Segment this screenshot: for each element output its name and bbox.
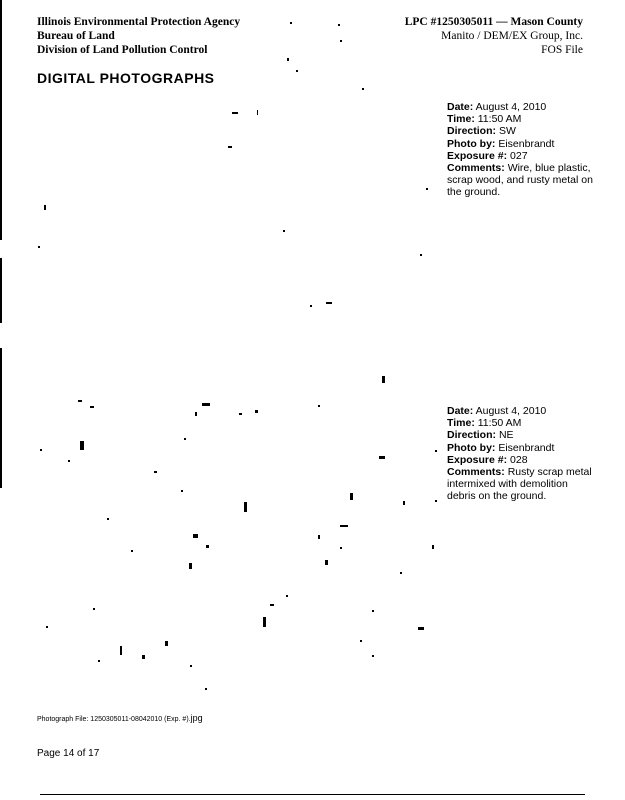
bureau-name: Bureau of Land — [37, 30, 115, 42]
photo-time: Time: 11:50 AM — [447, 417, 522, 430]
photo-comments: Comments: Rusty scrap metal intermixed with demolition debris on the ground. — [447, 466, 592, 503]
page-title: DIGITAL PHOTOGRAPHS — [37, 70, 215, 86]
division-name: Division of Land Pollution Control — [37, 44, 208, 56]
photo-direction: Direction: NE — [447, 429, 514, 442]
file-type: FOS File — [541, 44, 583, 56]
agency-name: Illinois Environmental Protection Agency — [37, 16, 241, 28]
photo-date: Date: August 4, 2010 — [447, 405, 547, 417]
photo-comments: Comments: Wire, blue plastic, scrap wood, and rusty metal on the ground. — [447, 162, 593, 199]
photo-by: Photo by: Eisenbrandt — [447, 441, 555, 454]
photo-by: Photo by: Eisenbrandt — [447, 137, 555, 150]
photo-direction: Direction: SW — [447, 125, 516, 138]
photo-date: Date: August 4, 2010 — [447, 101, 547, 113]
site-name: Manito / DEM/EX Group, Inc. — [441, 30, 583, 42]
photograph-file-name: Photograph File: 1250305011-08042010 (Exp. #).jpg — [37, 713, 203, 723]
photo-exposure: Exposure #: 028 — [447, 453, 528, 466]
photo-exposure: Exposure #: 027 — [447, 149, 528, 162]
lpc-number: LPC #1250305011 — Mason County — [404, 16, 583, 28]
photo-time: Time: 11:50 AM — [447, 113, 522, 126]
page-number: Page 14 of 17 — [37, 748, 100, 759]
